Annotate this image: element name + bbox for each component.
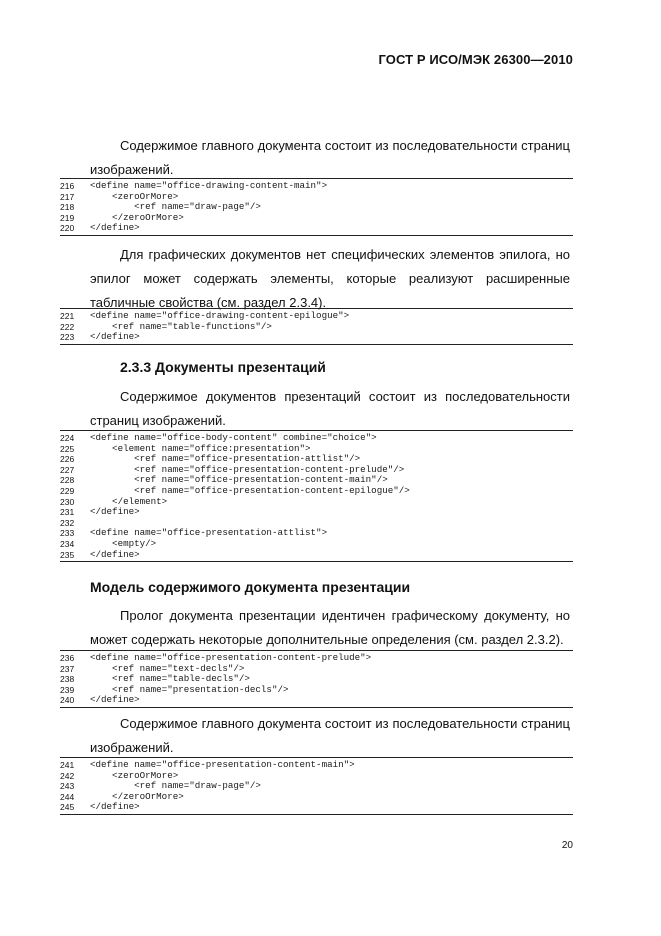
paragraph-epilogue	[90, 243, 570, 315]
line-number: 227	[60, 464, 75, 475]
code-text: <ref name="office-presentation-content-main"/>	[90, 474, 388, 486]
code-text: <define name="office-drawing-content-main">	[90, 180, 328, 191]
paragraph-text: Содержимое документов презентаций состоит из последовательности страниц изображений.	[90, 389, 570, 428]
code-text: <ref name="text-decls"/>	[90, 662, 245, 674]
code-text: <define name="office-drawing-content-epilogue">	[90, 310, 350, 321]
line-number: 244	[60, 791, 75, 802]
code-text: <zeroOrMore>	[90, 769, 179, 781]
code-line	[60, 181, 573, 192]
line-number: 225	[60, 443, 75, 454]
line-number: 230	[60, 496, 75, 507]
line-number: 219	[60, 212, 75, 223]
paragraph-text: Для графических документов нет специфических элементов эпилога, но эпилог может содержать элементы, которые реализуют расширенные табличные свойства (см. раздел 2.3.4).	[90, 247, 570, 310]
code-text: <define name="office-presentation-attlist">	[90, 527, 328, 539]
line-number: 238	[60, 674, 75, 685]
code-listing	[60, 757, 573, 815]
code-text: <element name="office:presentation">	[90, 442, 311, 454]
line-number: 242	[60, 770, 75, 781]
line-number: 234	[60, 538, 75, 549]
line-number: 228	[60, 475, 75, 486]
code-line	[60, 653, 573, 664]
code-text: <ref name="office-presentation-content-epilogue"/>	[90, 484, 410, 496]
line-number: 222	[60, 321, 75, 332]
line-number: 235	[60, 549, 75, 560]
paragraph-main-content-presentation	[90, 712, 570, 760]
code-text: </define>	[90, 506, 140, 518]
code-listing	[60, 430, 573, 562]
section-heading: 2.3.3 Документы презентаций	[120, 359, 326, 375]
code-text: <ref name="table-functions"/>	[90, 320, 272, 332]
line-number: 226	[60, 454, 75, 465]
line-number: 224	[60, 433, 75, 443]
code-line	[60, 311, 573, 322]
paragraph-text: Содержимое главного документа состоит из последовательности страниц изображений.	[90, 138, 570, 177]
line-number: 217	[60, 191, 75, 202]
code-text: <define name="office-body-content" combine="choice">	[90, 432, 377, 443]
page-number: 20	[561, 840, 573, 851]
code-text: </zeroOrMore>	[90, 211, 184, 223]
code-line	[60, 507, 573, 518]
code-line	[60, 760, 573, 771]
line-number: 245	[60, 802, 75, 813]
code-text: <ref name="draw-page"/>	[90, 780, 261, 792]
code-line	[60, 486, 573, 497]
code-text: </define>	[90, 331, 140, 343]
paragraph-prelude	[90, 604, 570, 652]
paragraph-text: Содержимое главного документа состоит из последовательности страниц изображений.	[90, 716, 570, 755]
code-line	[60, 695, 573, 706]
line-number: 237	[60, 663, 75, 674]
line-number: 233	[60, 528, 75, 539]
line-number: 240	[60, 695, 75, 706]
code-line	[60, 433, 573, 444]
line-number: 221	[60, 311, 75, 321]
line-number: 236	[60, 653, 75, 663]
line-number: 231	[60, 507, 75, 518]
line-number: 220	[60, 223, 75, 234]
subsection-heading: Модель содержимого документа презентации	[90, 579, 411, 595]
code-text: <empty/>	[90, 537, 157, 549]
line-number: 239	[60, 684, 75, 695]
paragraph-main-content-drawing	[90, 134, 570, 182]
code-text: </element>	[90, 495, 168, 507]
paragraph-text: Пролог документа презентации идентичен графическому документу, но может содержать некоторые дополнительные определения (см. раздел 2.3.2).	[90, 608, 570, 647]
code-line	[60, 332, 573, 343]
paragraph-presentation-docs	[90, 385, 570, 433]
line-number: 243	[60, 781, 75, 792]
code-listing	[60, 178, 573, 236]
line-number: 241	[60, 760, 75, 770]
code-text: <ref name="draw-page"/>	[90, 201, 261, 213]
code-listing	[60, 308, 573, 345]
code-line	[60, 550, 573, 561]
code-text: <ref name="office-presentation-content-prelude"/>	[90, 463, 405, 475]
code-text: <ref name="presentation-decls"/>	[90, 683, 289, 695]
code-text: </zeroOrMore>	[90, 790, 184, 802]
code-text: </define>	[90, 694, 140, 706]
line-number: 232	[60, 517, 75, 528]
document-header: ГОСТ Р ИСО/МЭК 26300—2010	[378, 52, 573, 67]
code-line	[60, 539, 573, 550]
line-number: 218	[60, 202, 75, 213]
code-text: <define name="office-presentation-content-main">	[90, 759, 355, 770]
line-number: 223	[60, 332, 75, 343]
code-text: <ref name="office-presentation-attlist"/>	[90, 453, 361, 465]
line-number: 216	[60, 181, 75, 191]
code-line	[60, 223, 573, 234]
code-text: <ref name="table-decls"/>	[90, 673, 250, 685]
code-text: <define name="office-presentation-content-prelude">	[90, 652, 372, 663]
code-listing	[60, 650, 573, 708]
code-text: <zeroOrMore>	[90, 190, 179, 202]
code-line	[60, 802, 573, 813]
code-text: </define>	[90, 801, 140, 813]
line-number: 229	[60, 485, 75, 496]
code-text: </define>	[90, 548, 140, 560]
code-text: </define>	[90, 222, 140, 234]
